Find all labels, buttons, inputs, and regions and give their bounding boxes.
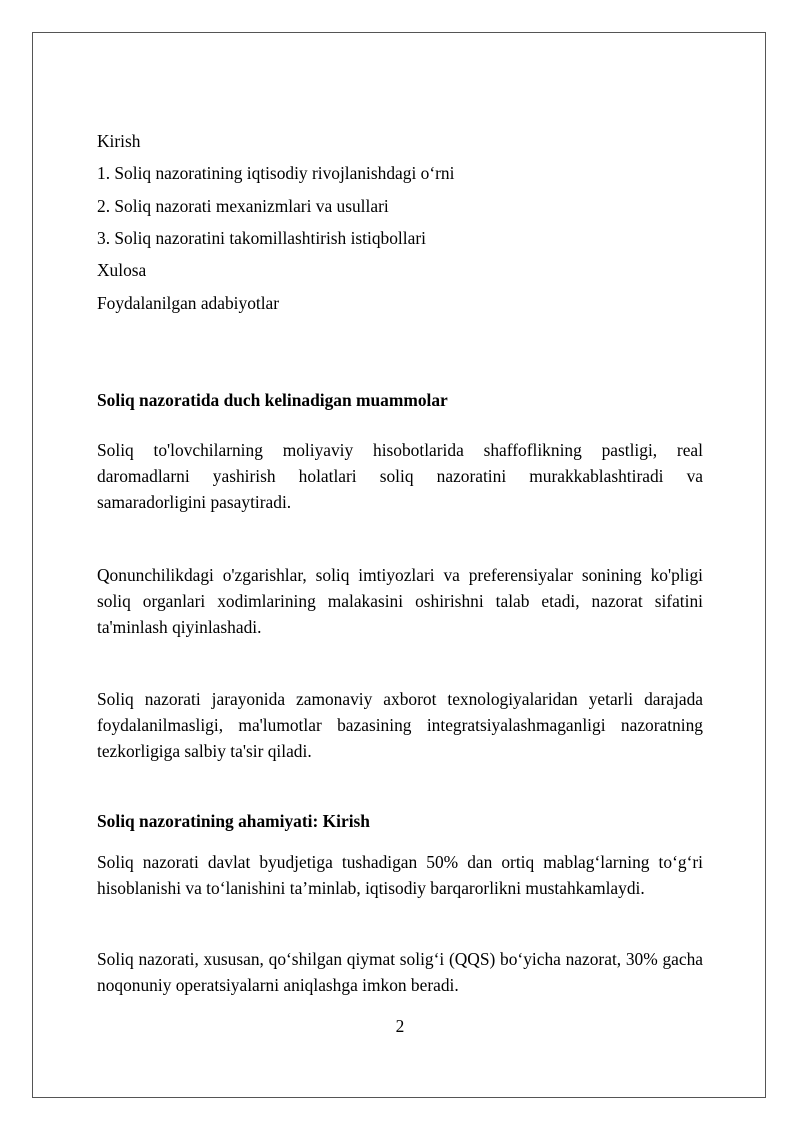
paragraph: Qonunchilikdagi o'zgarishlar, soliq imtiyozlari va preferensiyalar sonining ko'pligi soliq organlari xodimlarining malakasini oshirishni talab etadi, nazorat sifatini ta'minlash qiyinlashadi. [97, 565, 703, 637]
toc-item-conclusion: Xulosa [97, 260, 147, 280]
section-heading-importance: Soliq nazoratining ahamiyati: Kirish [97, 811, 370, 831]
toc-item-1: 1. Soliq nazoratining iqtisodiy rivojlanishdagi o‘rni [97, 163, 455, 183]
toc-item-intro: Kirish [97, 131, 141, 151]
paragraph: Soliq nazorati, xususan, qo‘shilgan qiymat solig‘i (QQS) bo‘yicha nazorat, 30% gacha noqonuniy operatsiyalarni aniqlashga imkon beradi. [97, 949, 703, 995]
paragraph: Soliq nazorati davlat byudjetiga tushadigan 50% dan ortiq mablag‘larning to‘g‘ri hisoblanishi va to‘lanishini ta’minlab, iqtisodiy barqarorlikni mustahkamlaydi. [97, 852, 703, 898]
paragraph: Soliq nazorati jarayonida zamonaviy axborot texnologiyalaridan yetarli darajada foydalanilmasligi, ma'lumotlar bazasining integratsiyalashmaganligi nazoratning tezkorligiga salbiy ta'sir qiladi. [97, 689, 703, 761]
toc-item-references: Foydalanilgan adabiyotlar [97, 293, 280, 313]
toc-item-3: 3. Soliq nazoratini takomillashtirish istiqbollari [97, 228, 426, 248]
page-number: 2 [395, 1016, 405, 1036]
section-heading-problems: Soliq nazoratida duch kelinadigan muammolar [97, 390, 448, 410]
toc-item-2: 2. Soliq nazorati mexanizmlari va usullari [97, 196, 389, 216]
paragraph: Soliq to'lovchilarning moliyaviy hisobotlarida shaffoflikning pastligi, real daromadlarni yashirish holatlari soliq nazoratini murakkablashtiradi va samaradorligini pasaytiradi. [97, 440, 703, 512]
